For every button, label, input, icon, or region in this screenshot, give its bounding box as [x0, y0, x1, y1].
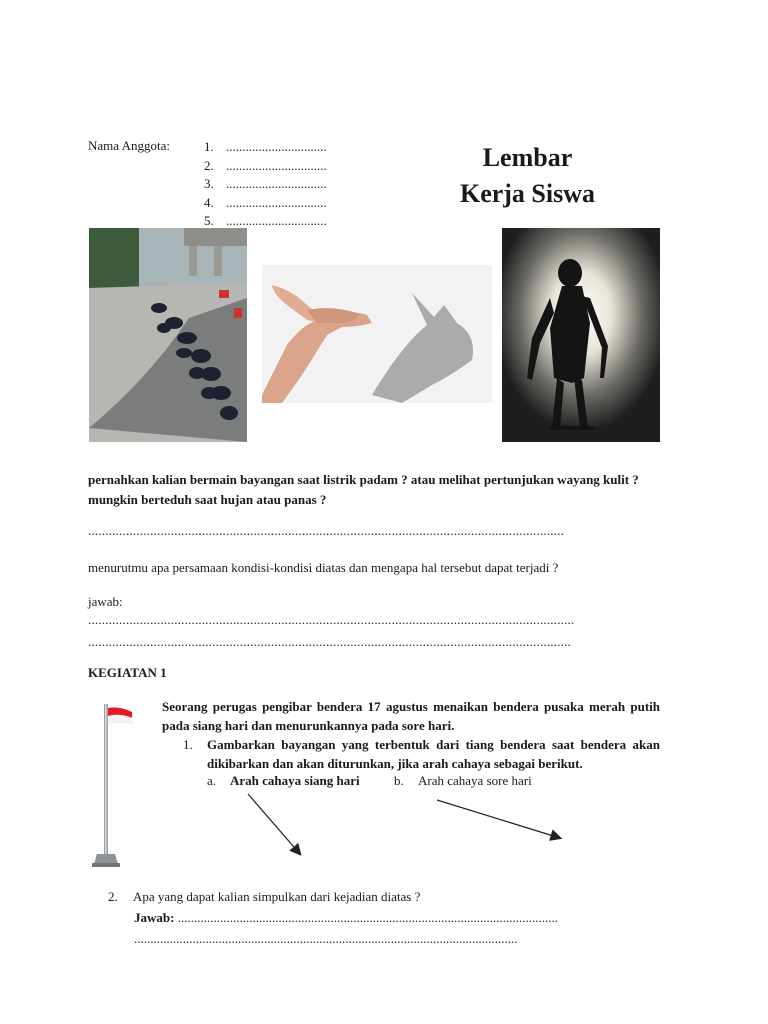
option-a-text: Arah cahaya siang hari — [230, 773, 360, 788]
option-b-text: Arah cahaya sore hari — [418, 773, 532, 788]
similarity-question: menurutmu apa persamaan kondisi-kondisi diatas dan mengapa hal tersebut dapat terjadi ? — [88, 560, 559, 575]
member-line: 4. ............................... — [204, 194, 327, 210]
flagpole-illustration — [92, 702, 142, 868]
arrow-a — [248, 794, 300, 854]
activity-question-2 — [108, 889, 420, 905]
member-line: 1. ............................... — [204, 139, 327, 154]
answer-line: ...................................................................................................................... — [134, 931, 518, 946]
activity-title: KEGIATAN 1 — [88, 665, 167, 680]
members-list — [204, 138, 327, 231]
option-a-letter: a. — [207, 773, 217, 788]
answer-label: Jawab: — [134, 910, 175, 925]
member-line: 2. ............................... — [204, 157, 327, 173]
members-label: Nama Anggota: — [88, 138, 170, 153]
activity-paragraph: Seorang perugas pengibar bendera 17 agustus menaikan bendera pusaka merah putih pada siang hari dan menurunkannya pada sore hari. — [162, 699, 660, 733]
title-line-1: Lembar — [482, 143, 573, 172]
wayang-kulit-photo — [502, 228, 660, 442]
option-b-letter: b. — [394, 773, 404, 788]
member-line: 3. ............................... — [204, 176, 327, 191]
question-number: 1. — [183, 737, 193, 752]
page-title — [440, 140, 615, 212]
question-number: 2. — [108, 889, 118, 904]
member-line: 5. ............................... — [204, 213, 327, 228]
light-direction-arrows — [240, 790, 570, 860]
answer-row — [134, 910, 558, 926]
activity-question-1 — [183, 736, 660, 773]
motorcycles-shade-photo — [89, 228, 247, 442]
question-text: Apa yang dapat kalian simpulkan dari kejadian diatas ? — [133, 889, 421, 904]
arrow-b — [437, 800, 560, 838]
answer-line: .......................................................................................................................................... — [88, 523, 565, 538]
answer-line: ............................................................................................................................................. — [88, 612, 575, 627]
answer-line: ............................................................................................................................................ — [88, 634, 571, 649]
title-line-2: Kerja Siswa — [459, 179, 596, 208]
intro-question: pernahkan kalian bermain bayangan saat listrik padam ? atau melihat pertunjukan wayang kulit ? mungkin berteduh saat hujan atau panas ? — [88, 472, 639, 507]
answer-label: jawab: — [88, 594, 123, 609]
hand-shadow-photo — [262, 265, 492, 403]
answer-line: ..................................................................................................................... — [177, 910, 558, 925]
question-text: Gambarkan bayangan yang terbentuk dari tiang bendera saat bendera akan dikibarkan dan akan diturunkan, jika arah cahaya sebagai berikut. — [207, 737, 660, 771]
